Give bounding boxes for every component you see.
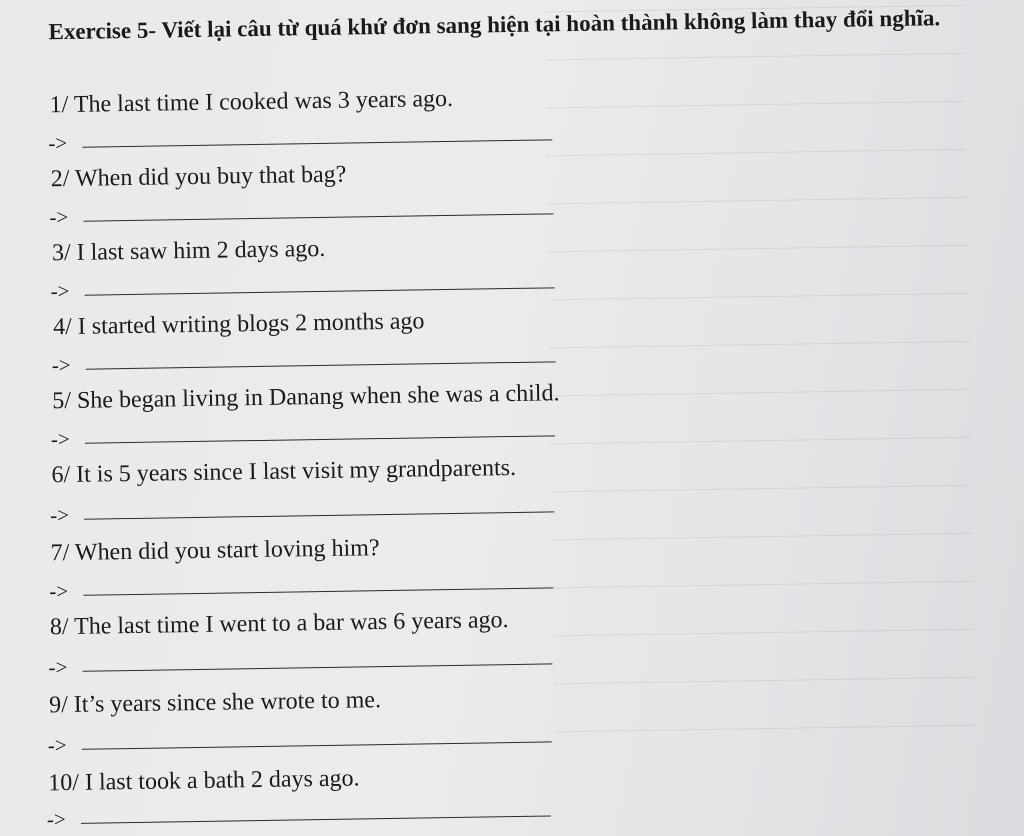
exercise-title: Exercise 5- Viết lại câu từ quá khứ đơn sang hiện tại hoàn thành không làm thay đổi nghĩa. [48,5,941,45]
question-1: 1/ The last time I cooked was 3 years ago. [49,85,454,119]
question-10: 10/ I last took a bath 2 days ago. [48,765,360,797]
answer-arrow: -> [50,278,70,304]
answer-blank-4[interactable] [86,361,556,369]
answer-row-9 [47,731,66,759]
answer-row-3 [50,277,69,305]
question-9: 9/ It’s years since she wrote to me. [48,687,382,719]
question-6: 6/ It is 5 years since I last visit my grandparents. [51,454,517,489]
question-5: 5/ She began living in Danang when she was a child. [52,380,560,415]
answer-blank-3[interactable] [85,287,555,295]
answer-arrow: -> [49,502,70,528]
show-through-lines [544,5,977,811]
answer-row-4 [52,351,71,379]
answer-arrow: -> [48,130,68,156]
answer-blank-9[interactable] [82,741,552,749]
answer-row-5 [51,425,70,453]
answer-row-2 [49,203,68,231]
question-4: 4/ I started writing blogs 2 months ago [52,308,425,341]
answer-row-10 [47,805,66,833]
answer-arrow: -> [47,733,67,758]
question-8: 8/ The last time I went to a bar was 6 years ago. [49,607,509,641]
answer-row-6 [50,501,69,529]
answer-blank-5[interactable] [85,435,555,443]
answer-row-8 [48,653,67,681]
answer-arrow: -> [49,579,69,604]
answer-row-7 [49,577,68,605]
answer-blank-2[interactable] [83,213,553,221]
answer-arrow: -> [49,204,69,230]
question-2: 2/ When did you buy that bag? [50,161,347,193]
answer-row-1 [48,129,67,157]
answer-arrow: -> [48,655,68,680]
answer-blank-6[interactable] [84,511,554,519]
answer-arrow: -> [50,426,70,452]
answer-blank-7[interactable] [83,587,553,595]
answer-arrow: -> [51,352,71,378]
answer-arrow: -> [46,807,66,832]
question-7: 7/ When did you start loving him? [50,535,380,567]
answer-blank-10[interactable] [81,815,551,823]
question-3: 3/ I last saw him 2 days ago. [51,235,326,267]
answer-blank-8[interactable] [83,663,553,671]
answer-blank-1[interactable] [82,139,552,147]
